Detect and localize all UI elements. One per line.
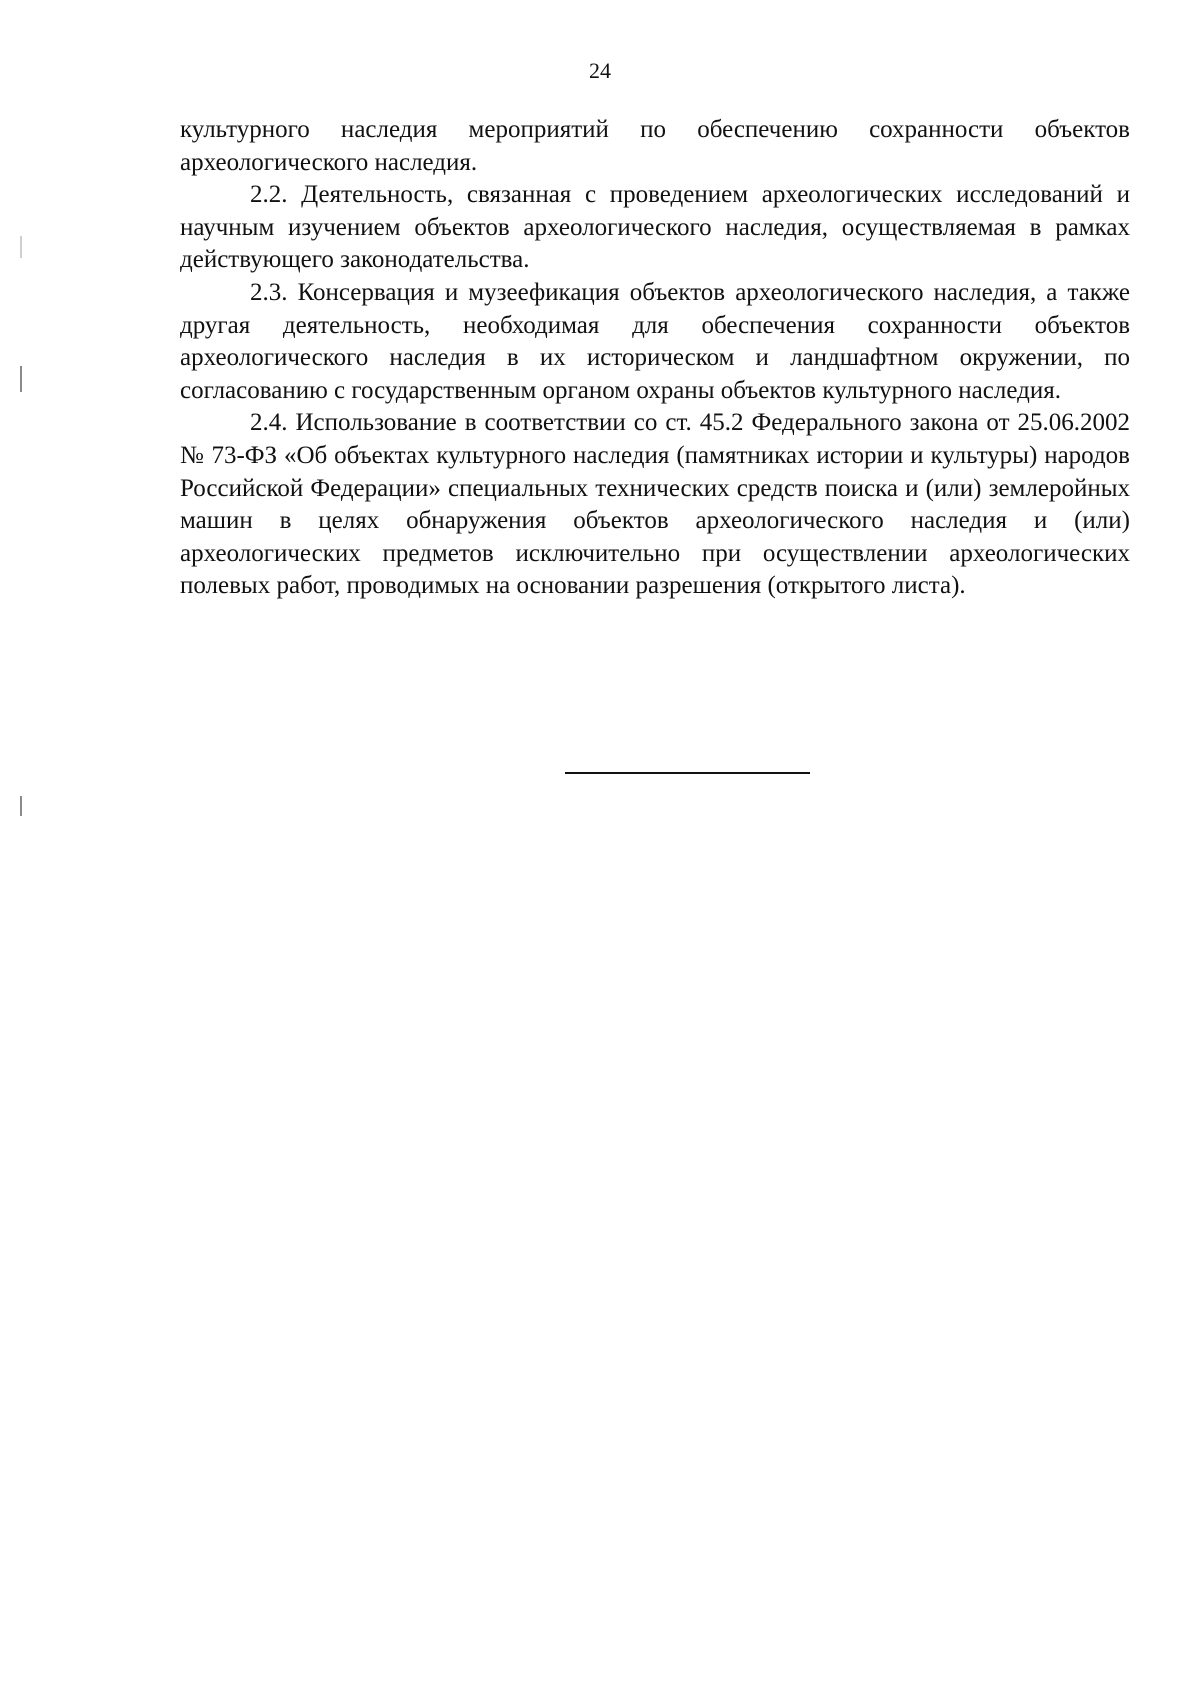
page-number: 24: [589, 58, 611, 83]
paragraph-item-2-4: 2.4. Использование в соответствии со ст. 45.2 Федерального закона от 25.06.2002 № 73-ФЗ «Об объектах культурного наследия (памятниках истории и культуры) народов Российской Федерации» специальных технических средств поиска и (или) землеройных машин в целях обнаружения объектов археологического наследия и (или) археологических предметов исключительно при осуществлении археологических полевых работ, проводимых на основании разрешения (открытого листа).: [180, 409, 1130, 600]
paragraph-continuation: культурного наследия мероприятий по обеспечению сохранности объектов археологического наследия.: [180, 116, 1130, 176]
paragraph-item-2-3: 2.3. Консервация и музеефикация объектов археологического наследия, а также другая деятельность, необходимая для обеспечения сохранности объектов археологического наследия в их историческом и ландшафтном окружении, по согласованию с государственным органом охраны объектов культурного наследия.: [180, 278, 1130, 404]
scan-mark: [20, 796, 22, 816]
document-body: [180, 114, 1130, 603]
paragraph-item-2-2: 2.2. Деятельность, связанная с проведением археологических исследований и научным изучением объектов археологического наследия, осуществляемая в рамках действующего законодательства.: [180, 181, 1130, 274]
scan-mark: [20, 236, 22, 258]
end-of-text-divider: [565, 772, 810, 774]
scan-mark: [20, 366, 22, 392]
